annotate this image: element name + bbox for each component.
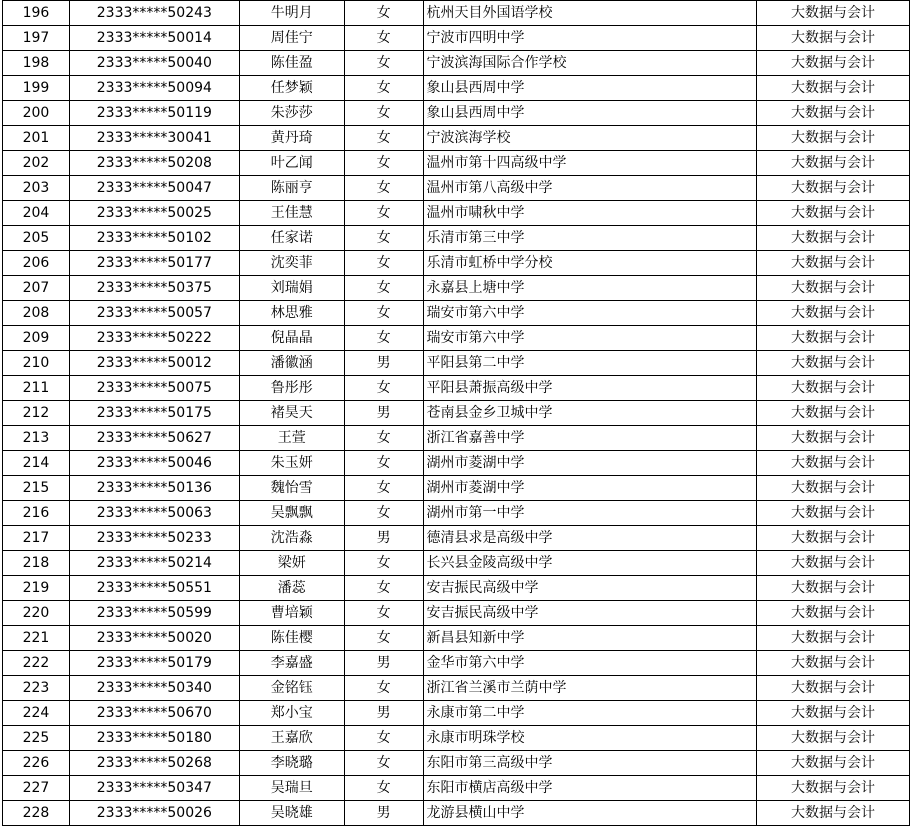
gender-cell: 女: [344, 226, 423, 251]
school-cell: 温州市啸秋中学: [423, 201, 757, 226]
student-name-cell: 吴晓雄: [239, 801, 344, 826]
gender-cell: 女: [344, 601, 423, 626]
major-cell: 大数据与会计: [757, 26, 910, 51]
table-row: [3, 76, 910, 101]
row-number-cell: 222: [3, 651, 70, 676]
row-number-cell: 198: [3, 51, 70, 76]
table-row: [3, 501, 910, 526]
table-row: [3, 576, 910, 601]
student-name-cell: 陈佳樱: [239, 626, 344, 651]
major-cell: 大数据与会计: [757, 351, 910, 376]
gender-cell: 女: [344, 1, 423, 26]
gender-cell: 男: [344, 401, 423, 426]
student-name-cell: 任梦颖: [239, 76, 344, 101]
major-cell: 大数据与会计: [757, 126, 910, 151]
row-number-cell: 225: [3, 726, 70, 751]
student-name-cell: 曹培颖: [239, 601, 344, 626]
major-cell: 大数据与会计: [757, 76, 910, 101]
student-name-cell: 黄丹琦: [239, 126, 344, 151]
major-cell: 大数据与会计: [757, 376, 910, 401]
major-cell: 大数据与会计: [757, 101, 910, 126]
school-cell: 安吉振民高级中学: [423, 601, 757, 626]
gender-cell: 女: [344, 301, 423, 326]
row-number-cell: 219: [3, 576, 70, 601]
student-id-cell: 2333*****50599: [69, 601, 239, 626]
major-cell: 大数据与会计: [757, 601, 910, 626]
gender-cell: 女: [344, 251, 423, 276]
row-number-cell: 227: [3, 776, 70, 801]
gender-cell: 女: [344, 151, 423, 176]
table-row: [3, 451, 910, 476]
student-id-cell: 2333*****50020: [69, 626, 239, 651]
major-cell: 大数据与会计: [757, 276, 910, 301]
major-cell: 大数据与会计: [757, 451, 910, 476]
student-id-cell: 2333*****50047: [69, 176, 239, 201]
school-cell: 德清县求是高级中学: [423, 526, 757, 551]
row-number-cell: 203: [3, 176, 70, 201]
school-cell: 象山县西周中学: [423, 76, 757, 101]
student-id-cell: 2333*****50243: [69, 1, 239, 26]
student-name-cell: 潘蕊: [239, 576, 344, 601]
school-cell: 宁波市四明中学: [423, 26, 757, 51]
row-number-cell: 212: [3, 401, 70, 426]
gender-cell: 女: [344, 476, 423, 501]
gender-cell: 男: [344, 351, 423, 376]
row-number-cell: 208: [3, 301, 70, 326]
school-cell: 苍南县金乡卫城中学: [423, 401, 757, 426]
student-id-cell: 2333*****50233: [69, 526, 239, 551]
student-id-cell: 2333*****50075: [69, 376, 239, 401]
major-cell: 大数据与会计: [757, 726, 910, 751]
row-number-cell: 196: [3, 1, 70, 26]
student-id-cell: 2333*****50670: [69, 701, 239, 726]
student-id-cell: 2333*****50177: [69, 251, 239, 276]
row-number-cell: 207: [3, 276, 70, 301]
student-name-cell: 吴瑞旦: [239, 776, 344, 801]
school-cell: 瑞安市第六中学: [423, 301, 757, 326]
table-row: [3, 301, 910, 326]
table-row: [3, 676, 910, 701]
row-number-cell: 221: [3, 626, 70, 651]
school-cell: 长兴县金陵高级中学: [423, 551, 757, 576]
major-cell: 大数据与会计: [757, 626, 910, 651]
gender-cell: 女: [344, 26, 423, 51]
student-id-cell: 2333*****50214: [69, 551, 239, 576]
student-id-cell: 2333*****50119: [69, 101, 239, 126]
row-number-cell: 223: [3, 676, 70, 701]
table-row: [3, 351, 910, 376]
admission-table: [2, 0, 910, 826]
school-cell: 宁波滨海学校: [423, 126, 757, 151]
major-cell: 大数据与会计: [757, 326, 910, 351]
row-number-cell: 199: [3, 76, 70, 101]
gender-cell: 女: [344, 576, 423, 601]
major-cell: 大数据与会计: [757, 701, 910, 726]
student-name-cell: 陈丽亨: [239, 176, 344, 201]
student-id-cell: 2333*****50179: [69, 651, 239, 676]
major-cell: 大数据与会计: [757, 401, 910, 426]
student-id-cell: 2333*****50057: [69, 301, 239, 326]
school-cell: 湖州市菱湖中学: [423, 476, 757, 501]
school-cell: 杭州天目外国语学校: [423, 1, 757, 26]
table-row: [3, 151, 910, 176]
school-cell: 瑞安市第六中学: [423, 326, 757, 351]
row-number-cell: 204: [3, 201, 70, 226]
gender-cell: 男: [344, 701, 423, 726]
major-cell: 大数据与会计: [757, 201, 910, 226]
major-cell: 大数据与会计: [757, 426, 910, 451]
major-cell: 大数据与会计: [757, 651, 910, 676]
major-cell: 大数据与会计: [757, 51, 910, 76]
row-number-cell: 213: [3, 426, 70, 451]
table-row: [3, 701, 910, 726]
row-number-cell: 206: [3, 251, 70, 276]
gender-cell: 女: [344, 501, 423, 526]
major-cell: 大数据与会计: [757, 151, 910, 176]
student-name-cell: 王萱: [239, 426, 344, 451]
major-cell: 大数据与会计: [757, 801, 910, 826]
student-id-cell: 2333*****50014: [69, 26, 239, 51]
row-number-cell: 201: [3, 126, 70, 151]
major-cell: 大数据与会计: [757, 176, 910, 201]
table-row: [3, 426, 910, 451]
student-name-cell: 潘徽涵: [239, 351, 344, 376]
gender-cell: 男: [344, 526, 423, 551]
student-id-cell: 2333*****50208: [69, 151, 239, 176]
table-row: [3, 51, 910, 76]
student-name-cell: 任家诺: [239, 226, 344, 251]
student-name-cell: 魏怡雪: [239, 476, 344, 501]
table-row: [3, 126, 910, 151]
student-name-cell: 李嘉盛: [239, 651, 344, 676]
row-number-cell: 220: [3, 601, 70, 626]
table-row: [3, 726, 910, 751]
gender-cell: 女: [344, 726, 423, 751]
row-number-cell: 205: [3, 226, 70, 251]
school-cell: 温州市第十四高级中学: [423, 151, 757, 176]
gender-cell: 女: [344, 426, 423, 451]
table-row: [3, 476, 910, 501]
table-row: [3, 176, 910, 201]
student-name-cell: 褚昊天: [239, 401, 344, 426]
student-id-cell: 2333*****50175: [69, 401, 239, 426]
school-cell: 龙游县横山中学: [423, 801, 757, 826]
school-cell: 东阳市横店高级中学: [423, 776, 757, 801]
table-row: [3, 626, 910, 651]
gender-cell: 女: [344, 551, 423, 576]
student-id-cell: 2333*****50094: [69, 76, 239, 101]
student-name-cell: 牛明月: [239, 1, 344, 26]
school-cell: 浙江省嘉善中学: [423, 426, 757, 451]
row-number-cell: 226: [3, 751, 70, 776]
gender-cell: 男: [344, 801, 423, 826]
school-cell: 平阳县萧振高级中学: [423, 376, 757, 401]
student-id-cell: 2333*****30041: [69, 126, 239, 151]
student-name-cell: 朱莎莎: [239, 101, 344, 126]
table-row: [3, 401, 910, 426]
student-name-cell: 吴飘飘: [239, 501, 344, 526]
table-row: [3, 251, 910, 276]
student-name-cell: 周佳宁: [239, 26, 344, 51]
gender-cell: 女: [344, 451, 423, 476]
gender-cell: 女: [344, 676, 423, 701]
school-cell: 永康市第二中学: [423, 701, 757, 726]
student-name-cell: 郑小宝: [239, 701, 344, 726]
table-row: [3, 201, 910, 226]
student-name-cell: 李晓璐: [239, 751, 344, 776]
major-cell: 大数据与会计: [757, 501, 910, 526]
school-cell: 乐清市虹桥中学分校: [423, 251, 757, 276]
table-body: [3, 1, 910, 826]
row-number-cell: 202: [3, 151, 70, 176]
row-number-cell: 211: [3, 376, 70, 401]
gender-cell: 女: [344, 326, 423, 351]
student-name-cell: 王佳慧: [239, 201, 344, 226]
student-name-cell: 沈浩淼: [239, 526, 344, 551]
student-name-cell: 林思雅: [239, 301, 344, 326]
student-name-cell: 倪晶晶: [239, 326, 344, 351]
gender-cell: 女: [344, 751, 423, 776]
gender-cell: 女: [344, 76, 423, 101]
student-name-cell: 梁妍: [239, 551, 344, 576]
student-name-cell: 沈奕菲: [239, 251, 344, 276]
major-cell: 大数据与会计: [757, 476, 910, 501]
major-cell: 大数据与会计: [757, 1, 910, 26]
school-cell: 湖州市第一中学: [423, 501, 757, 526]
gender-cell: 女: [344, 276, 423, 301]
table-row: [3, 26, 910, 51]
row-number-cell: 210: [3, 351, 70, 376]
row-number-cell: 214: [3, 451, 70, 476]
gender-cell: 男: [344, 651, 423, 676]
student-id-cell: 2333*****50102: [69, 226, 239, 251]
gender-cell: 女: [344, 126, 423, 151]
student-id-cell: 2333*****50046: [69, 451, 239, 476]
gender-cell: 女: [344, 626, 423, 651]
table-row: [3, 601, 910, 626]
student-name-cell: 金铭钰: [239, 676, 344, 701]
table-row: [3, 776, 910, 801]
school-cell: 乐清市第三中学: [423, 226, 757, 251]
table-row: [3, 651, 910, 676]
gender-cell: 女: [344, 51, 423, 76]
table-row: [3, 326, 910, 351]
student-id-cell: 2333*****50136: [69, 476, 239, 501]
table-row: [3, 1, 910, 26]
row-number-cell: 216: [3, 501, 70, 526]
school-cell: 安吉振民高级中学: [423, 576, 757, 601]
school-cell: 金华市第六中学: [423, 651, 757, 676]
row-number-cell: 197: [3, 26, 70, 51]
row-number-cell: 217: [3, 526, 70, 551]
school-cell: 湖州市菱湖中学: [423, 451, 757, 476]
table-row: [3, 276, 910, 301]
student-id-cell: 2333*****50551: [69, 576, 239, 601]
student-id-cell: 2333*****50268: [69, 751, 239, 776]
school-cell: 宁波滨海国际合作学校: [423, 51, 757, 76]
table-row: [3, 376, 910, 401]
school-cell: 东阳市第三高级中学: [423, 751, 757, 776]
gender-cell: 女: [344, 376, 423, 401]
gender-cell: 女: [344, 776, 423, 801]
gender-cell: 女: [344, 101, 423, 126]
gender-cell: 女: [344, 176, 423, 201]
major-cell: 大数据与会计: [757, 526, 910, 551]
major-cell: 大数据与会计: [757, 551, 910, 576]
student-id-cell: 2333*****50063: [69, 501, 239, 526]
student-id-cell: 2333*****50026: [69, 801, 239, 826]
row-number-cell: 218: [3, 551, 70, 576]
major-cell: 大数据与会计: [757, 301, 910, 326]
school-cell: 永嘉县上塘中学: [423, 276, 757, 301]
table-row: [3, 226, 910, 251]
major-cell: 大数据与会计: [757, 576, 910, 601]
student-id-cell: 2333*****50340: [69, 676, 239, 701]
major-cell: 大数据与会计: [757, 751, 910, 776]
table-row: [3, 751, 910, 776]
table-row: [3, 551, 910, 576]
table-row: [3, 526, 910, 551]
school-cell: 永康市明珠学校: [423, 726, 757, 751]
student-id-cell: 2333*****50222: [69, 326, 239, 351]
student-name-cell: 叶乙闻: [239, 151, 344, 176]
student-name-cell: 刘瑞娟: [239, 276, 344, 301]
row-number-cell: 215: [3, 476, 70, 501]
gender-cell: 女: [344, 201, 423, 226]
student-id-cell: 2333*****50375: [69, 276, 239, 301]
student-name-cell: 鲁彤彤: [239, 376, 344, 401]
student-id-cell: 2333*****50627: [69, 426, 239, 451]
major-cell: 大数据与会计: [757, 676, 910, 701]
student-id-cell: 2333*****50180: [69, 726, 239, 751]
school-cell: 象山县西周中学: [423, 101, 757, 126]
major-cell: 大数据与会计: [757, 251, 910, 276]
student-id-cell: 2333*****50040: [69, 51, 239, 76]
school-cell: 新昌县知新中学: [423, 626, 757, 651]
major-cell: 大数据与会计: [757, 776, 910, 801]
student-id-cell: 2333*****50025: [69, 201, 239, 226]
row-number-cell: 228: [3, 801, 70, 826]
school-cell: 温州市第八高级中学: [423, 176, 757, 201]
school-cell: 平阳县第二中学: [423, 351, 757, 376]
school-cell: 浙江省兰溪市兰荫中学: [423, 676, 757, 701]
student-id-cell: 2333*****50012: [69, 351, 239, 376]
table-row: [3, 801, 910, 826]
major-cell: 大数据与会计: [757, 226, 910, 251]
row-number-cell: 200: [3, 101, 70, 126]
row-number-cell: 224: [3, 701, 70, 726]
table-row: [3, 101, 910, 126]
student-name-cell: 王嘉欣: [239, 726, 344, 751]
student-name-cell: 陈佳盈: [239, 51, 344, 76]
student-id-cell: 2333*****50347: [69, 776, 239, 801]
student-name-cell: 朱玉妍: [239, 451, 344, 476]
row-number-cell: 209: [3, 326, 70, 351]
